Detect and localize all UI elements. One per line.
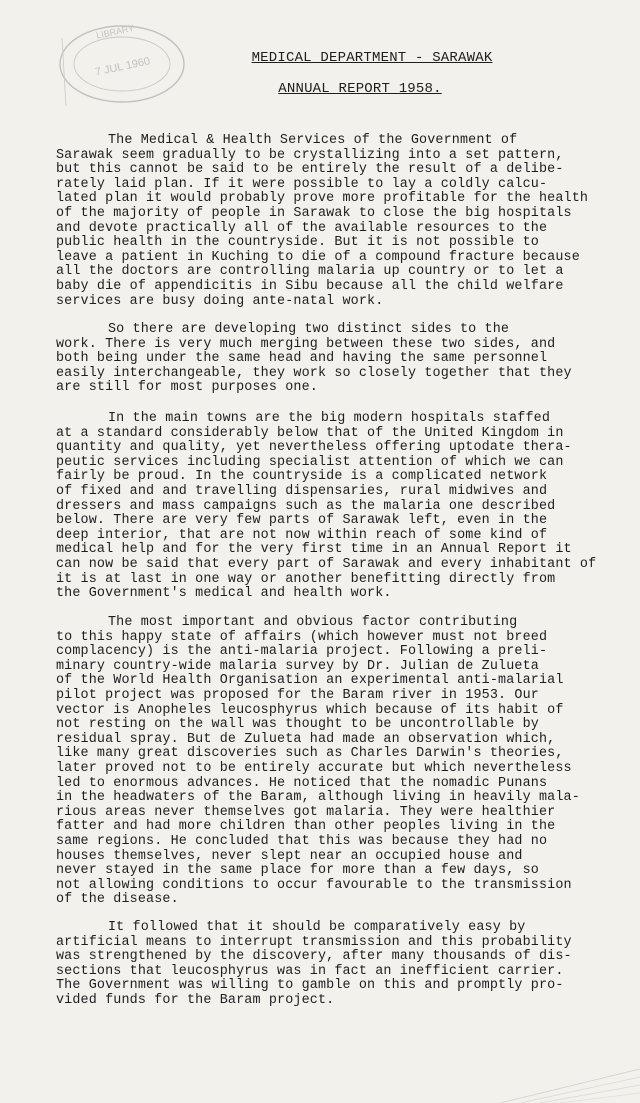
text-line: It followed that it should be comparatively easy by bbox=[108, 920, 526, 935]
text-line: deep interior, that are not now within reach of some kind of bbox=[56, 527, 548, 543]
text-line: work. There is very much merging between these two sides, and bbox=[56, 336, 556, 352]
text-line: led to enormous advances. He noticed that the nomadic Punans bbox=[56, 775, 548, 791]
text-line: houses themselves, never slept near an occupied house and bbox=[56, 848, 523, 864]
report-title: ANNUAL REPORT 1958. bbox=[278, 81, 442, 97]
text-line: in the headwaters of the Baram, although living in heavily mala- bbox=[56, 790, 580, 806]
text-line: complacency) is the anti-malaria project. Following a preli- bbox=[56, 644, 548, 660]
text-line: easily interchangeable, they work so closely together that they bbox=[56, 365, 572, 381]
text-line: lated plan it would probably prove more profitable for the health bbox=[56, 191, 589, 207]
text-line: residual spray. But de Zulueta had made an observation which, bbox=[56, 731, 556, 747]
paragraph bbox=[56, 134, 640, 309]
text-line: like many great discoveries such as Charles Darwin's theories, bbox=[56, 746, 564, 762]
text-line: The most important and obvious factor contributing bbox=[108, 615, 518, 630]
text-line: artificial means to interrupt transmission and this probability bbox=[56, 934, 572, 950]
text-line: dressers and mass campaigns such as the malaria one described bbox=[56, 498, 556, 514]
text-line: quantity and quality, yet nevertheless offering uptodate thera- bbox=[56, 440, 572, 456]
svg-text:7 JUL 1960: 7 JUL 1960 bbox=[94, 55, 152, 79]
text-line: not resting on the wall was thought to be uncontrollable by bbox=[56, 717, 539, 733]
text-line: never stayed in the same place for more than a few days, so bbox=[56, 863, 539, 879]
text-line: of fixed and and travelling dispensaries, rural midwives and bbox=[56, 483, 548, 499]
text-line: the Government's medical and health work. bbox=[56, 586, 392, 602]
text-line: The Medical & Health Services of the Government of bbox=[108, 133, 518, 148]
text-line: peutic services including specialist attention of which we can bbox=[56, 454, 564, 470]
text-line: same regions. He concluded that this was because they had no bbox=[56, 833, 548, 849]
text-line: can now be said that every part of Sarawak and every inhabitant of bbox=[56, 556, 597, 572]
paragraph bbox=[56, 616, 640, 908]
text-line: In the main towns are the big modern hospitals staffed bbox=[108, 411, 551, 426]
text-line: rately laid plan. If it were possible to lay a coldly calcu- bbox=[56, 176, 548, 192]
text-line: The Government was willing to gamble on this and promptly pro- bbox=[56, 978, 564, 994]
text-line: vector is Anopheles leucosphyrus which because of its habit of bbox=[56, 702, 564, 718]
text-line: leave a patient in Kuching to die of a compound fracture because bbox=[56, 249, 580, 265]
text-line: all the doctors are controlling malaria up country or to let a bbox=[56, 264, 564, 280]
text-line: vided funds for the Baram project. bbox=[56, 992, 335, 1008]
text-line: fairly be proud. In the countryside is a complicated network bbox=[56, 469, 548, 485]
department-title: MEDICAL DEPARTMENT - SARAWAK bbox=[251, 50, 493, 66]
text-line: services are busy doing ante-natal work. bbox=[56, 293, 384, 309]
text-line: both being under the same head and having the same personnel bbox=[56, 351, 548, 367]
text-line: So there are developing two distinct sides to the bbox=[108, 322, 510, 337]
text-line: of the World Health Organisation an experimental anti-malarial bbox=[56, 673, 564, 689]
text-line: it is at last in one way or another benefitting directly from bbox=[56, 571, 556, 587]
text-line: but this cannot be said to be entirely the result of a delibe- bbox=[56, 162, 564, 178]
text-line: are still for most purposes one. bbox=[56, 380, 318, 396]
text-line: baby die of appendicitis in Sibu because all the child welfare bbox=[56, 278, 564, 294]
text-line: fatter and had more children than other peoples living in the bbox=[56, 819, 556, 835]
text-line: Sarawak seem gradually to be crystallizing into a set pattern, bbox=[56, 147, 564, 163]
text-line: public health in the countryside. But it is not possible to bbox=[56, 235, 539, 251]
paragraph bbox=[56, 323, 640, 396]
text-line: at a standard considerably below that of the United Kingdom in bbox=[56, 425, 564, 441]
text-line: minary country-wide malaria survey by Dr. Julian de Zulueta bbox=[56, 658, 539, 674]
paragraph bbox=[56, 921, 640, 1009]
text-line: not allowing conditions to occur favourable to the transmission bbox=[56, 877, 572, 893]
text-line: medical help and for the very first time in an Annual Report it bbox=[56, 542, 572, 558]
text-line: sections that leucosphyrus was in fact an inefficient carrier. bbox=[56, 963, 564, 979]
text-line: rious areas never themselves got malaria. They were healthier bbox=[56, 804, 556, 820]
text-line: of the majority of people in Sarawak to close the big hospitals bbox=[56, 205, 572, 221]
svg-text:LIBRARY: LIBRARY bbox=[95, 22, 135, 41]
text-line: was strengthened by the discovery, after many thousands of dis- bbox=[56, 949, 572, 965]
text-line: below. There are very few parts of Sarawak left, even in the bbox=[56, 513, 548, 529]
text-line: to this happy state of affairs (which however must not breed bbox=[56, 629, 548, 645]
text-line: and devote practically all of the available resources to the bbox=[56, 220, 548, 236]
paragraph bbox=[56, 412, 640, 602]
page-edge-mark bbox=[500, 1063, 640, 1103]
text-line: later proved not to be entirely accurate but which nevertheless bbox=[56, 760, 572, 776]
text-line: of the disease. bbox=[56, 892, 179, 908]
text-line: pilot project was proposed for the Baram river in 1953. Our bbox=[56, 687, 539, 703]
